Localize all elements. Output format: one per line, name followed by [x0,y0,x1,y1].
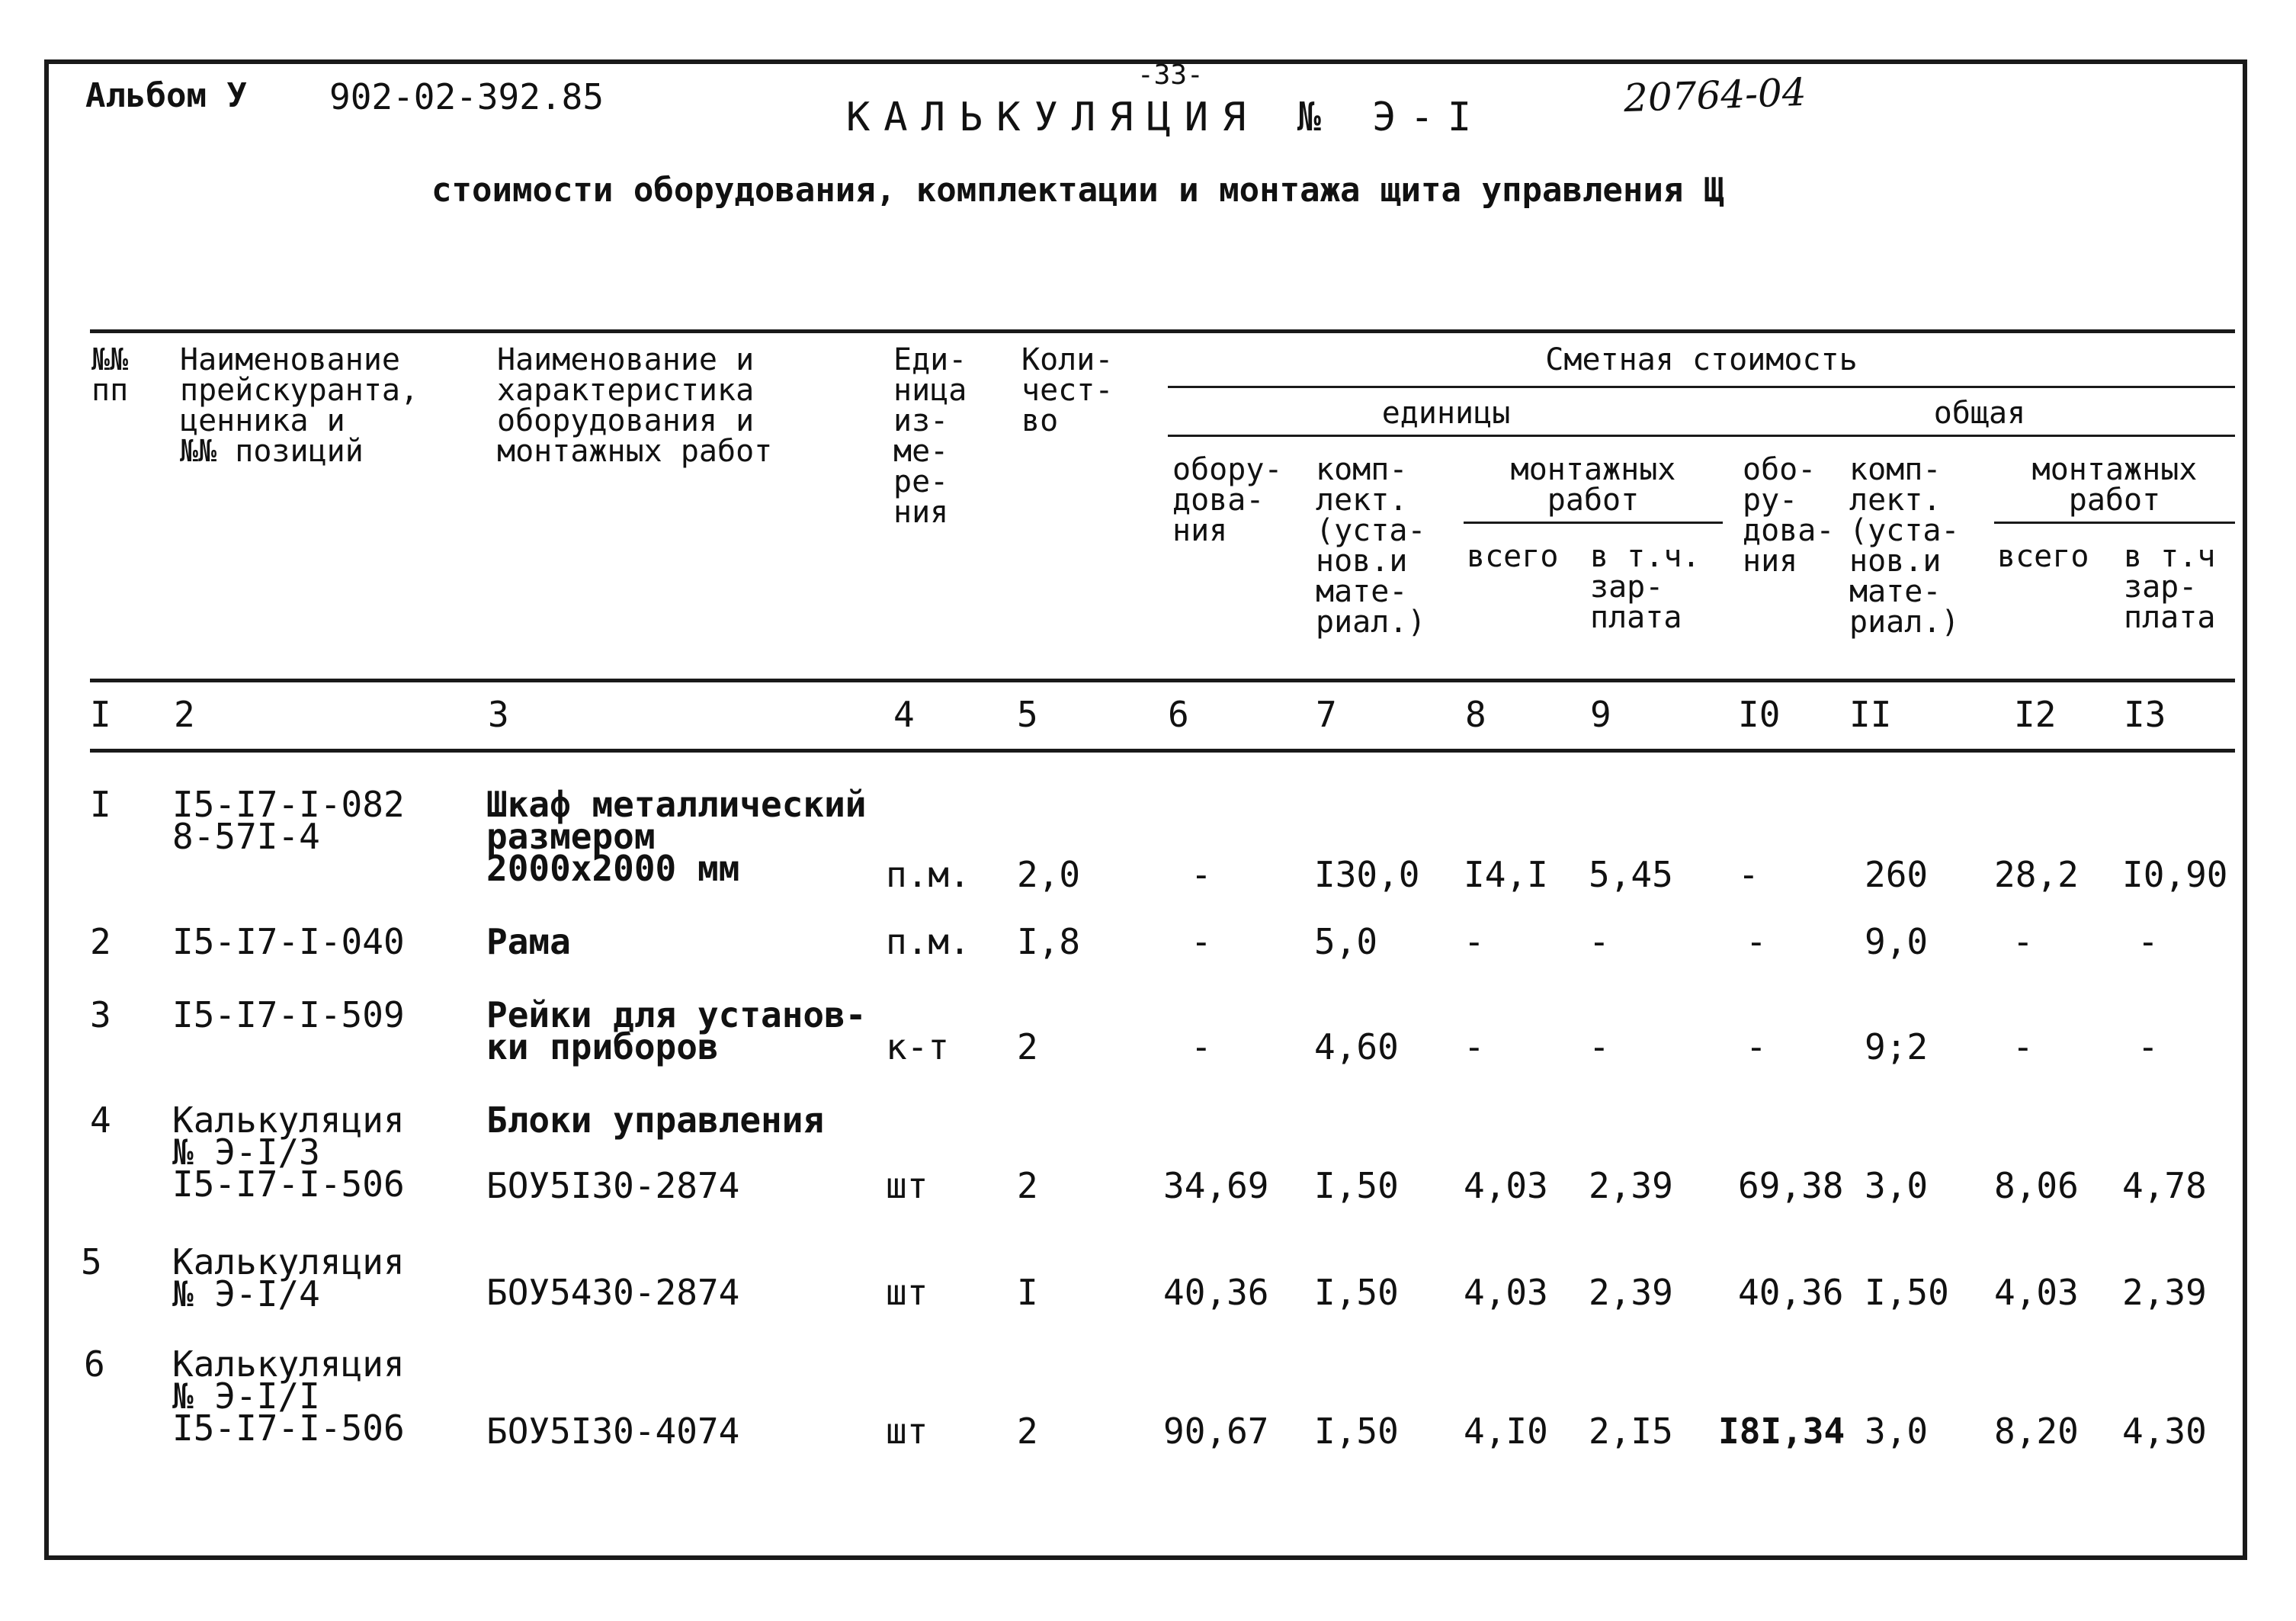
table-row-c8: 4,03 [1464,1272,1548,1313]
table-row-unit: шт [886,1272,928,1313]
table-row-c9: 5,45 [1589,854,1673,895]
col-header-kit-unit: комп- лект. (уста- нов.и мате- риал.) [1316,452,1426,640]
table-row-number: 5 [81,1241,102,1282]
table-row-c10: - [1746,921,1767,962]
table-row-c8: - [1464,1026,1485,1067]
table-row-name: БОУ5I30-2874 [486,1165,740,1206]
col-number: 4 [893,694,915,735]
col-number: I3 [2124,694,2166,735]
table-row-c13: - [2137,1026,2159,1067]
table-row-c13: I0,90 [2122,854,2228,895]
table-row-code: Калькуляция № Э-I/3 I5-I7-I-506 [172,1099,405,1205]
table-row-number: I [90,784,111,825]
table-row-number: 6 [84,1343,105,1385]
table-row-c8: I4,I [1464,854,1548,895]
table-row-c10: 40,36 [1738,1272,1844,1313]
col-header-equipment-unit: обору- дова- ния [1172,452,1283,548]
table-row-code: Калькуляция № Э-I/4 [172,1241,405,1314]
col-number: 8 [1465,694,1486,735]
table-row-name-heading: Блоки управления [486,1099,825,1141]
table-row-name: БОУ5430-2874 [486,1272,740,1313]
table-row-c12: 8,06 [1994,1165,2079,1206]
table-row-c7: 4,60 [1314,1026,1399,1067]
col-header-estimated-cost: Сметная стоимость [1545,342,1858,377]
col-number: 6 [1168,694,1189,735]
col-header-wages-unit: в т.ч. зар- плата [1590,539,1701,635]
table-row-c7: I,50 [1314,1411,1399,1452]
table-row-c7: I,50 [1314,1165,1399,1206]
table-row-c12: 28,2 [1994,854,2079,895]
table-row-name: БОУ5I30-4074 [486,1411,740,1452]
table-row-name: Шкаф металлический размером 2000x2000 мм [486,784,867,889]
col-number: 5 [1017,694,1038,735]
album-label: Альбом У [85,76,247,115]
table-row-unit: п.м. [886,921,970,962]
table-row-code: I5-I7-I-082 8-57I-4 [172,784,405,857]
table-row-name: Рама [486,921,571,962]
header-bottom-rule [90,679,2235,682]
table-row-c9: - [1589,921,1610,962]
col-number: I0 [1738,694,1781,735]
subgroup-rule [1168,435,2235,437]
col-header-mounting-all-total: всего [1997,539,2089,574]
mont-unit-rule [1464,522,1723,524]
table-row-c6: - [1191,921,1212,962]
col-header-kit-total: комп- лект. (уста- нов.и мате- риал.) [1849,452,1960,640]
table-top-rule [90,329,2235,333]
table-row-c9: 2,39 [1589,1272,1673,1313]
table-row-c13: 2,39 [2122,1272,2207,1313]
table-row-qty: 2 [1017,1165,1038,1206]
table-row-name: Рейки для установ- ки приборов [486,994,867,1067]
table-row-c8: 4,I0 [1464,1411,1548,1452]
col-header-mounting-unit: монтажных работ [1510,452,1676,518]
table-row-code: I5-I7-I-509 [172,994,405,1035]
handwritten-number: 20764-04 [1623,69,1807,121]
col-header-unit: Еди- ница из- ме- ре- ния [893,342,967,530]
col-header-unit-cost: единицы [1381,396,1511,431]
table-row-number: 2 [90,921,111,962]
table-row-unit: к-т [886,1026,950,1067]
table-row-number: 4 [90,1099,111,1141]
table-row-qty: I,8 [1017,921,1081,962]
table-row-qty: I [1017,1272,1038,1313]
table-row-c11: 3,0 [1865,1165,1929,1206]
table-row-c9: 2,39 [1589,1165,1673,1206]
table-row-unit: шт [886,1165,928,1206]
table-row-c8: 4,03 [1464,1165,1548,1206]
col-number: 7 [1316,694,1337,735]
table-row-c7: I,50 [1314,1272,1399,1313]
table-row-c13: 4,78 [2122,1165,2207,1206]
table-row-c9: 2,I5 [1589,1411,1673,1452]
col-number: II [1849,694,1892,735]
table-row-c11: 3,0 [1865,1411,1929,1452]
col-header-number: №№ пп [91,342,129,408]
table-row-c11: 9,0 [1865,921,1929,962]
mont-total-rule [1994,522,2235,524]
table-row-c10: 69,38 [1738,1165,1844,1206]
table-row-c12: - [2012,921,2034,962]
table-row-unit: шт [886,1411,928,1452]
table-row-c6: 34,69 [1163,1165,1269,1206]
col-number: I2 [2014,694,2057,735]
table-row-c6: - [1191,1026,1212,1067]
page-number: -33- [1137,59,1204,91]
col-numbers-rule [90,749,2235,753]
table-row-c11: 260 [1865,854,1929,895]
col-header-price-list: Наименование прейскуранта, ценника и №№ позиций [180,342,419,469]
table-row-c8: - [1464,921,1485,962]
col-header-mounting-total: монтажных работ [2031,452,2198,518]
col-number: 9 [1590,694,1611,735]
table-row-c10: - [1746,1026,1767,1067]
col-number: 3 [488,694,509,735]
col-header-wages-total: в т.ч зар- плата [2124,539,2216,635]
table-row-c12: 8,20 [1994,1411,2079,1452]
col-number: 2 [174,694,195,735]
table-row-code: I5-I7-I-040 [172,921,405,962]
table-row-c7: 5,0 [1314,921,1378,962]
col-header-mounting-total-unit: всего [1467,539,1559,574]
col-header-quantity: Коли- чест- во [1021,342,1114,438]
document-code: 902-02-392.85 [329,76,604,117]
table-row-unit: п.м. [886,854,970,895]
table-row-c13: 4,30 [2122,1411,2207,1452]
table-row-c10: - [1738,854,1759,895]
table-row-c13: - [2137,921,2159,962]
table-row-code: Калькуляция № Э-I/I I5-I7-I-506 [172,1343,405,1449]
group-rule [1168,386,2235,388]
table-row-c12: - [2012,1026,2034,1067]
table-row-c6: 40,36 [1163,1272,1269,1313]
table-row-c11: I,50 [1865,1272,1949,1313]
table-row-qty: 2 [1017,1026,1038,1067]
table-row-c9: - [1589,1026,1610,1067]
col-header-total-cost: общая [1933,396,2026,431]
table-row-number: 3 [90,994,111,1035]
table-row-c12: 4,03 [1994,1272,2079,1313]
col-header-equipment-total: обо- ру- дова- ния [1743,452,1835,579]
page-subtitle: стоимости оборудования, комплектации и монтажа щита управления Щ [431,171,1724,210]
table-row-c6: - [1191,854,1212,895]
table-row-c6: 90,67 [1163,1411,1269,1452]
table-row-qty: 2 [1017,1411,1038,1452]
table-row-c11: 9;2 [1865,1026,1929,1067]
col-number: I [90,694,111,735]
col-header-equipment-name: Наименование и характеристика оборудования и монтажных работ [497,342,773,469]
page-title: КАЛЬКУЛЯЦИЯ № Э-I [846,95,1486,140]
table-row-c7: I30,0 [1314,854,1420,895]
table-row-c10: I8I,34 [1718,1411,1845,1452]
table-row-qty: 2,0 [1017,854,1081,895]
